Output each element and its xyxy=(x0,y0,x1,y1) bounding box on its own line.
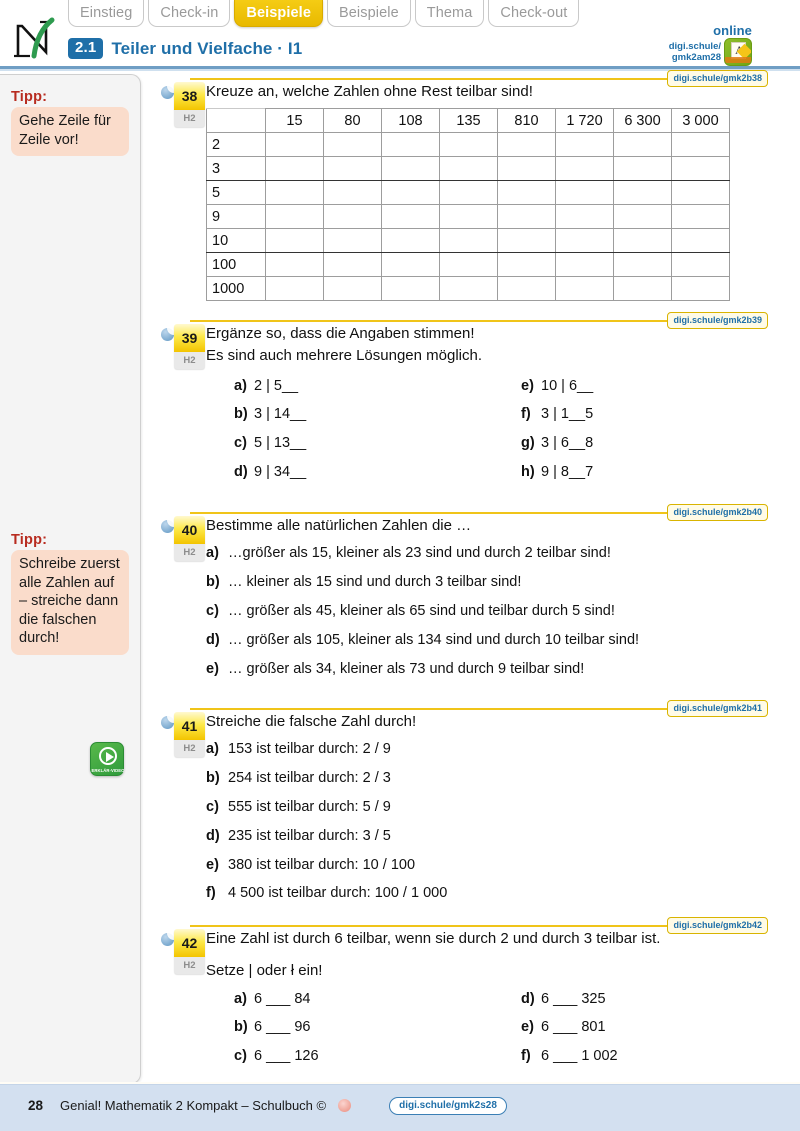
exercise-bullet-icon xyxy=(161,716,174,729)
chapter-number-badge: 2.1 xyxy=(68,38,103,58)
footer-credit: Genial! Mathematik 2 Kompakt – Schulbuch © xyxy=(60,1098,327,1113)
exercise-code-pill[interactable]: digi.schule/gmk2b42 xyxy=(667,917,768,934)
list-item xyxy=(521,405,760,424)
item-text[interactable]: 3 | 6__8 xyxy=(541,435,594,452)
item-label: a) xyxy=(206,545,219,562)
list-item xyxy=(206,573,760,592)
table-col-header: 108 xyxy=(382,109,440,133)
answer-cell[interactable] xyxy=(440,253,498,277)
item-text[interactable]: 380 ist teilbar durch: 10 / 100 xyxy=(228,856,416,873)
exercise-level-badge: H2 xyxy=(174,352,205,369)
answer-cell[interactable] xyxy=(324,253,382,277)
list-item xyxy=(206,544,760,563)
item-text[interactable]: 6 ___ 96 xyxy=(254,1019,311,1036)
item-text[interactable]: 6 ___ 1 002 xyxy=(541,1048,618,1065)
tab-check-out[interactable]: Check-out xyxy=(488,0,579,27)
exercise-badge xyxy=(160,708,206,913)
tab-beispiele-active[interactable]: Beispiele xyxy=(234,0,323,27)
page-number: 28 xyxy=(28,1098,44,1113)
divisibility-table[interactable] xyxy=(206,108,730,301)
answer-cell[interactable] xyxy=(498,181,556,205)
answer-cell[interactable] xyxy=(324,157,382,181)
answer-cell[interactable] xyxy=(672,133,730,157)
answer-cell[interactable] xyxy=(382,205,440,229)
item-text[interactable]: 6 ___ 84 xyxy=(254,990,311,1007)
tip-label: Tipp: xyxy=(11,532,48,548)
items-column-right xyxy=(497,990,760,1077)
list-item xyxy=(234,463,497,482)
online-resource-badge[interactable] xyxy=(669,24,752,66)
exercise-code-pill[interactable]: digi.schule/gmk2b39 xyxy=(667,312,768,329)
online-code xyxy=(669,41,721,63)
exercise-bullet-icon xyxy=(161,328,174,341)
item-text[interactable]: 5 | 13__ xyxy=(254,435,307,452)
table-row xyxy=(207,205,730,229)
item-label: b) xyxy=(206,770,220,787)
answer-cell[interactable] xyxy=(614,157,672,181)
list-item xyxy=(234,405,497,424)
item-label: b) xyxy=(234,1019,248,1036)
item-text[interactable]: 555 ist teilbar durch: 5 / 9 xyxy=(228,798,391,815)
tip-card-2 xyxy=(11,532,129,655)
answer-cell[interactable] xyxy=(556,133,614,157)
list-item xyxy=(234,377,497,396)
list-item xyxy=(206,740,760,759)
answer-cell[interactable] xyxy=(266,181,324,205)
item-label: b) xyxy=(206,574,220,591)
item-text[interactable]: 6 ___ 801 xyxy=(541,1019,606,1036)
item-text[interactable]: 6 ___ 126 xyxy=(254,1048,319,1065)
exercise-prompt: Kreuze an, welche Zahlen ohne Rest teilbar sind! xyxy=(206,83,533,100)
list-item xyxy=(521,377,760,396)
answer-cell[interactable] xyxy=(266,229,324,253)
table-col-header: 6 300 xyxy=(614,109,672,133)
item-label: d) xyxy=(521,990,535,1007)
answer-cell[interactable] xyxy=(382,277,440,301)
exercise-level-badge: H2 xyxy=(174,110,205,127)
list-item xyxy=(206,769,760,788)
item-label: d) xyxy=(206,827,220,844)
play-triangle-icon xyxy=(106,752,114,762)
exercise-bullet-icon xyxy=(161,86,174,99)
item-text[interactable]: 235 ist teilbar durch: 3 / 5 xyxy=(228,827,391,844)
exercise-bullet-icon xyxy=(161,933,174,946)
table-col-header: 80 xyxy=(324,109,382,133)
list-item xyxy=(234,1018,497,1037)
answer-cell[interactable] xyxy=(324,205,382,229)
page-title: Teiler und Vielfache · I1 xyxy=(111,38,303,58)
item-text[interactable]: 153 ist teilbar durch: 2 / 9 xyxy=(228,741,391,758)
table-header-row xyxy=(207,109,730,133)
tab-einstieg[interactable]: Einstieg xyxy=(68,0,144,27)
tab-beispiele[interactable]: Beispiele xyxy=(327,0,411,27)
answer-cell[interactable] xyxy=(614,205,672,229)
exercise-code-pill[interactable]: digi.schule/gmk2b38 xyxy=(667,70,768,87)
item-label: c) xyxy=(206,602,219,619)
table-row xyxy=(207,181,730,205)
exercise-badge xyxy=(160,320,206,492)
item-label: e) xyxy=(206,856,219,873)
item-text[interactable]: 4 500 ist teilbar durch: 100 / 1 000 xyxy=(228,885,448,902)
table-col-header: 3 000 xyxy=(672,109,730,133)
item-text[interactable]: 10 | 6__ xyxy=(541,377,594,394)
answer-cell[interactable] xyxy=(498,205,556,229)
table-col-header: 810 xyxy=(498,109,556,133)
exercise-level-badge: H2 xyxy=(174,957,205,974)
video-icon-label: ERKLÄR-VIDEO xyxy=(91,768,125,774)
answer-cell[interactable] xyxy=(614,277,672,301)
online-label: online xyxy=(713,23,752,38)
item-label: a) xyxy=(234,990,247,1007)
list-item xyxy=(206,884,760,903)
online-code-line-1: digi.schule/ xyxy=(668,41,721,52)
exercise-code-pill[interactable]: digi.schule/gmk2b41 xyxy=(667,700,768,717)
item-label: f) xyxy=(521,406,531,423)
table-col-header: 1 720 xyxy=(556,109,614,133)
item-label: e) xyxy=(206,660,219,677)
item-label: f) xyxy=(521,1048,531,1065)
app-launch-icon[interactable] xyxy=(724,38,752,66)
item-text[interactable]: 3 | 1__5 xyxy=(541,406,594,423)
list-item xyxy=(206,660,760,679)
item-label: c) xyxy=(234,435,247,452)
exercise-prompt-secondary: Setze | oder ł ein! xyxy=(206,962,323,980)
exercise-number: 41 xyxy=(174,712,205,740)
item-label: b) xyxy=(234,406,248,423)
answer-cell[interactable] xyxy=(672,277,730,301)
list-item xyxy=(521,990,760,1009)
item-text[interactable]: … größer als 34, kleiner als 73 und durch 9 teilbar sind! xyxy=(228,660,585,677)
answer-cell[interactable] xyxy=(498,277,556,301)
exercise-number: 39 xyxy=(174,324,205,352)
item-label: e) xyxy=(521,1019,534,1036)
exercise-number: 42 xyxy=(174,929,205,957)
answer-cell[interactable] xyxy=(556,277,614,301)
list-item xyxy=(206,827,760,846)
tip-label: Tipp: xyxy=(11,89,48,105)
table-row-label: 10 xyxy=(207,229,266,253)
list-item xyxy=(206,602,760,621)
exercise-prompt-secondary: Es sind auch mehrere Lösungen möglich. xyxy=(206,347,482,365)
exercise-top-rule xyxy=(190,925,707,927)
answer-cell[interactable] xyxy=(440,157,498,181)
answer-cell[interactable] xyxy=(672,157,730,181)
app-icon-band xyxy=(725,57,752,63)
table-row xyxy=(207,133,730,157)
items-column-left xyxy=(234,990,497,1077)
answer-cell[interactable] xyxy=(440,205,498,229)
answer-cell[interactable] xyxy=(614,253,672,277)
answer-cell[interactable] xyxy=(324,133,382,157)
answer-cell[interactable] xyxy=(498,253,556,277)
answer-cell[interactable] xyxy=(440,229,498,253)
answer-cell[interactable] xyxy=(382,157,440,181)
table-corner-cell xyxy=(207,109,266,133)
item-text[interactable]: 6 ___ 325 xyxy=(541,990,606,1007)
exercise-prompt: Streiche die falsche Zahl durch! xyxy=(206,713,417,730)
exercise-prompt: Eine Zahl ist durch 6 teilbar, wenn sie durch 2 und durch 3 teilbar ist. xyxy=(206,930,661,947)
item-label: a) xyxy=(206,741,219,758)
answer-cell[interactable] xyxy=(266,277,324,301)
item-label: c) xyxy=(206,798,219,815)
tips-sidebar xyxy=(0,74,141,1084)
exercise-list xyxy=(160,73,762,1075)
answer-cell[interactable] xyxy=(614,181,672,205)
answer-cell[interactable] xyxy=(672,205,730,229)
exercise-prompt: Bestimme alle natürlichen Zahlen die … xyxy=(206,517,472,534)
answer-cell[interactable] xyxy=(382,181,440,205)
exercise-top-rule xyxy=(190,512,707,514)
item-text[interactable]: 3 | 14__ xyxy=(254,406,307,423)
item-text[interactable]: 9 | 8__7 xyxy=(541,464,594,481)
item-label: a) xyxy=(234,377,247,394)
exercise-level-badge: H2 xyxy=(174,544,205,561)
exercise-top-rule xyxy=(190,708,707,710)
table-col-header: 135 xyxy=(440,109,498,133)
answer-cell[interactable] xyxy=(498,229,556,253)
answer-cell[interactable] xyxy=(556,229,614,253)
answer-cell[interactable] xyxy=(266,253,324,277)
item-text[interactable]: 9 | 34__ xyxy=(254,464,307,481)
answer-cell[interactable] xyxy=(672,253,730,277)
exercise-level-badge: H2 xyxy=(174,740,205,757)
tab-check-in[interactable]: Check-in xyxy=(148,0,230,27)
item-label: e) xyxy=(521,377,534,394)
exercise-42 xyxy=(160,920,762,1075)
answer-cell[interactable] xyxy=(672,229,730,253)
answer-cell[interactable] xyxy=(324,277,382,301)
online-code-line-2: gmk2am28 xyxy=(671,52,721,63)
table-col-header: 15 xyxy=(266,109,324,133)
item-label: g) xyxy=(521,435,535,452)
answer-cell[interactable] xyxy=(324,229,382,253)
table-row-label: 2 xyxy=(207,133,266,157)
answer-cell[interactable] xyxy=(498,157,556,181)
item-text[interactable]: … kleiner als 15 sind und durch 3 teilbar sind! xyxy=(228,574,522,591)
answer-cell[interactable] xyxy=(672,181,730,205)
table-row xyxy=(207,277,730,301)
answer-cell[interactable] xyxy=(266,157,324,181)
tab-thema[interactable]: Thema xyxy=(415,0,485,27)
exercise-top-rule xyxy=(190,78,707,80)
answer-cell[interactable] xyxy=(266,133,324,157)
items-column-right xyxy=(497,377,760,492)
table-row xyxy=(207,229,730,253)
list-item xyxy=(234,990,497,1009)
table-row xyxy=(207,253,730,277)
list-item xyxy=(206,631,760,650)
tip-card-1 xyxy=(11,89,129,156)
exercise-badge xyxy=(160,512,206,688)
item-label: c) xyxy=(234,1048,247,1065)
item-text[interactable]: 254 ist teilbar durch: 2 / 3 xyxy=(228,770,391,787)
answer-cell[interactable] xyxy=(382,253,440,277)
exercise-number: 38 xyxy=(174,82,205,110)
exercise-badge xyxy=(160,925,206,1076)
exercise-badge xyxy=(160,78,206,301)
answer-cell[interactable] xyxy=(382,229,440,253)
tip-text: Gehe Zeile für Zeile vor! xyxy=(11,107,129,156)
answer-cell[interactable] xyxy=(556,157,614,181)
answer-cell[interactable] xyxy=(614,133,672,157)
list-item xyxy=(521,1047,760,1066)
item-label: d) xyxy=(206,631,220,648)
list-item xyxy=(206,856,760,875)
exercise-number: 40 xyxy=(174,516,205,544)
list-item xyxy=(234,1047,497,1066)
table-row-label: 5 xyxy=(207,181,266,205)
exercise-code-pill[interactable]: digi.schule/gmk2b40 xyxy=(667,504,768,521)
answer-cell[interactable] xyxy=(556,181,614,205)
item-label: d) xyxy=(234,464,248,481)
list-item xyxy=(206,798,760,817)
list-item xyxy=(521,434,760,453)
answer-cell[interactable] xyxy=(324,181,382,205)
item-text[interactable]: … größer als 105, kleiner als 134 sind und durch 10 teilbar sind! xyxy=(228,631,640,648)
exercise-prompt: Ergänze so, dass die Angaben stimmen! xyxy=(206,325,475,342)
list-item xyxy=(234,434,497,453)
exercise-bullet-icon xyxy=(161,520,174,533)
answer-cell[interactable] xyxy=(556,205,614,229)
answer-cell[interactable] xyxy=(556,253,614,277)
table-row-label: 1000 xyxy=(207,277,266,301)
table-row-label: 9 xyxy=(207,205,266,229)
item-text[interactable]: …größer als 15, kleiner als 23 sind und durch 2 teilbar sind! xyxy=(228,545,611,562)
exercise-top-rule xyxy=(190,320,707,322)
answer-cell[interactable] xyxy=(440,277,498,301)
item-text[interactable]: 2 | 5__ xyxy=(254,377,299,394)
answer-cell[interactable] xyxy=(498,133,556,157)
list-item xyxy=(521,1018,760,1037)
page-footer xyxy=(0,1084,800,1131)
publisher-mark-icon xyxy=(338,1099,351,1112)
item-text[interactable]: … größer als 45, kleiner als 65 sind und teilbar durch 5 sind! xyxy=(228,602,615,619)
item-label: h) xyxy=(521,464,535,481)
answer-cell[interactable] xyxy=(440,133,498,157)
answer-cell[interactable] xyxy=(614,229,672,253)
answer-cell[interactable] xyxy=(440,181,498,205)
item-label: f) xyxy=(206,885,216,902)
explainer-video-icon[interactable] xyxy=(90,742,124,776)
table-row-label: 100 xyxy=(207,253,266,277)
answer-cell[interactable] xyxy=(382,133,440,157)
answer-cell[interactable] xyxy=(266,205,324,229)
table-row-label: 3 xyxy=(207,157,266,181)
footer-code-pill[interactable]: digi.schule/gmk2s28 xyxy=(389,1097,507,1115)
tip-text: Schreibe zuerst alle Zahlen auf – streiche dann die falschen durch! xyxy=(11,550,129,655)
list-item xyxy=(521,463,760,482)
table-row xyxy=(207,157,730,181)
items-column-left xyxy=(234,377,497,492)
